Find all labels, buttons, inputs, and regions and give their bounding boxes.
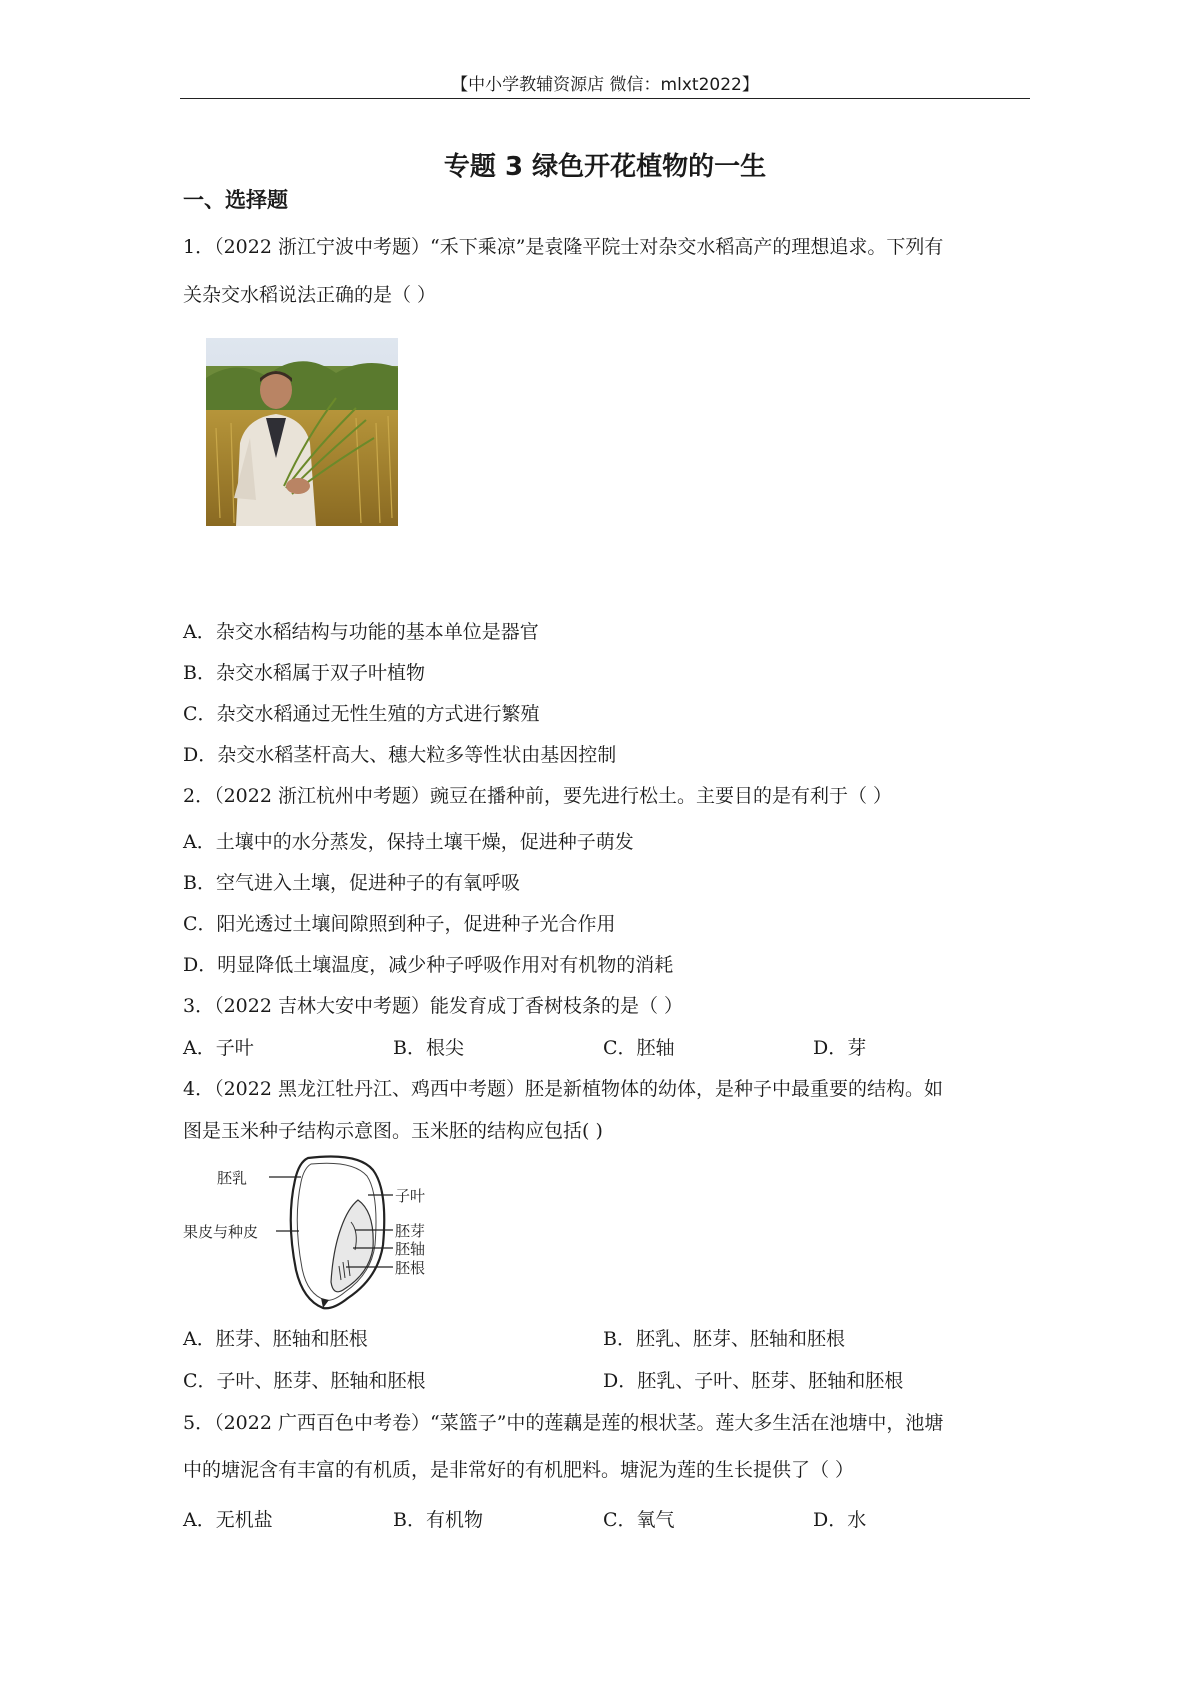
question-4-option-a: A．胚芽、胚轴和胚根 xyxy=(183,1328,368,1350)
corn-seed-diagram xyxy=(183,1150,453,1310)
label-hypocotyl: 胚轴 xyxy=(395,1240,426,1258)
question-4-option-c: C．子叶、胚芽、胚轴和胚根 xyxy=(183,1370,426,1392)
question-5-option-b: B．有机物 xyxy=(393,1509,483,1531)
question-1-stem-line-1: 1．（2022 浙江宁波中考题）“禾下乘凉”是袁隆平院士对杂交水稻高产的理想追求。下列有 xyxy=(183,236,944,258)
question-2-option-a: A．土壤中的水分蒸发，保持土壤干燥，促进种子萌发 xyxy=(183,831,634,853)
question-3-stem: 3．（2022 吉林大安中考题）能发育成丁香树枝条的是（ ） xyxy=(183,995,684,1017)
question-2-option-b: B．空气进入土壤，促进种子的有氧呼吸 xyxy=(183,872,520,894)
section-heading: 一、选择题 xyxy=(183,188,288,212)
question-5-stem-line-2: 中的塘泥含有丰富的有机质，是非常好的有机肥料。塘泥为莲的生长提供了（ ） xyxy=(183,1459,855,1481)
label-endosperm: 胚乳 xyxy=(217,1169,248,1187)
question-4-option-d: D．胚乳、子叶、胚芽、胚轴和胚根 xyxy=(603,1370,904,1392)
question-4-stem-line-2: 图是玉米种子结构示意图。玉米胚的结构应包括( ) xyxy=(183,1120,603,1142)
document-title: 专题 3 绿色开花植物的一生 xyxy=(443,152,767,182)
question-1-option-b: B．杂交水稻属于双子叶植物 xyxy=(183,662,425,684)
question-1-option-a: A．杂交水稻结构与功能的基本单位是器官 xyxy=(183,621,539,643)
label-plumule: 胚芽 xyxy=(395,1222,426,1240)
label-pericarp-seedcoat: 果皮与种皮 xyxy=(183,1223,259,1241)
question-2-option-d: D．明显降低土壤温度，减少种子呼吸作用对有机物的消耗 xyxy=(183,954,674,976)
question-1-option-c: C．杂交水稻通过无性生殖的方式进行繁殖 xyxy=(183,703,540,725)
question-2-option-c: C．阳光透过土壤间隙照到种子，促进种子光合作用 xyxy=(183,913,616,935)
question-4-stem-line-1: 4．（2022 黑龙江牡丹江、鸡西中考题）胚是新植物体的幼体，是种子中最重要的结构。如 xyxy=(183,1078,943,1100)
page-header: 【中小学教辅资源店 微信：mlxt2022】 xyxy=(451,75,759,95)
question-3-option-c: C．胚轴 xyxy=(603,1037,675,1059)
header-divider xyxy=(180,98,1030,99)
rice-field-photo xyxy=(206,338,398,526)
question-5-option-a: A．无机盐 xyxy=(183,1509,273,1531)
question-5-option-d: D．水 xyxy=(813,1509,867,1531)
question-5-stem-line-1: 5．（2022 广西百色中考卷）“菜篮子”中的莲藕是莲的根状茎。莲大多生活在池塘中，池塘 xyxy=(183,1412,944,1434)
question-3-option-d: D．芽 xyxy=(813,1037,867,1059)
question-3-option-a: A．子叶 xyxy=(183,1037,254,1059)
label-radicle: 胚根 xyxy=(395,1259,426,1277)
question-5-option-c: C．氧气 xyxy=(603,1509,675,1531)
question-4-option-b: B．胚乳、胚芽、胚轴和胚根 xyxy=(603,1328,845,1350)
question-2-stem: 2．（2022 浙江杭州中考题）豌豆在播种前，要先进行松土。主要目的是有利于（ ） xyxy=(183,785,893,807)
question-1-option-d: D．杂交水稻茎杆高大、穗大粒多等性状由基因控制 xyxy=(183,744,617,766)
question-3-option-b: B．根尖 xyxy=(393,1037,464,1059)
question-1-stem-line-2: 关杂交水稻说法正确的是（ ） xyxy=(183,284,437,306)
label-cotyledon: 子叶 xyxy=(395,1187,426,1205)
